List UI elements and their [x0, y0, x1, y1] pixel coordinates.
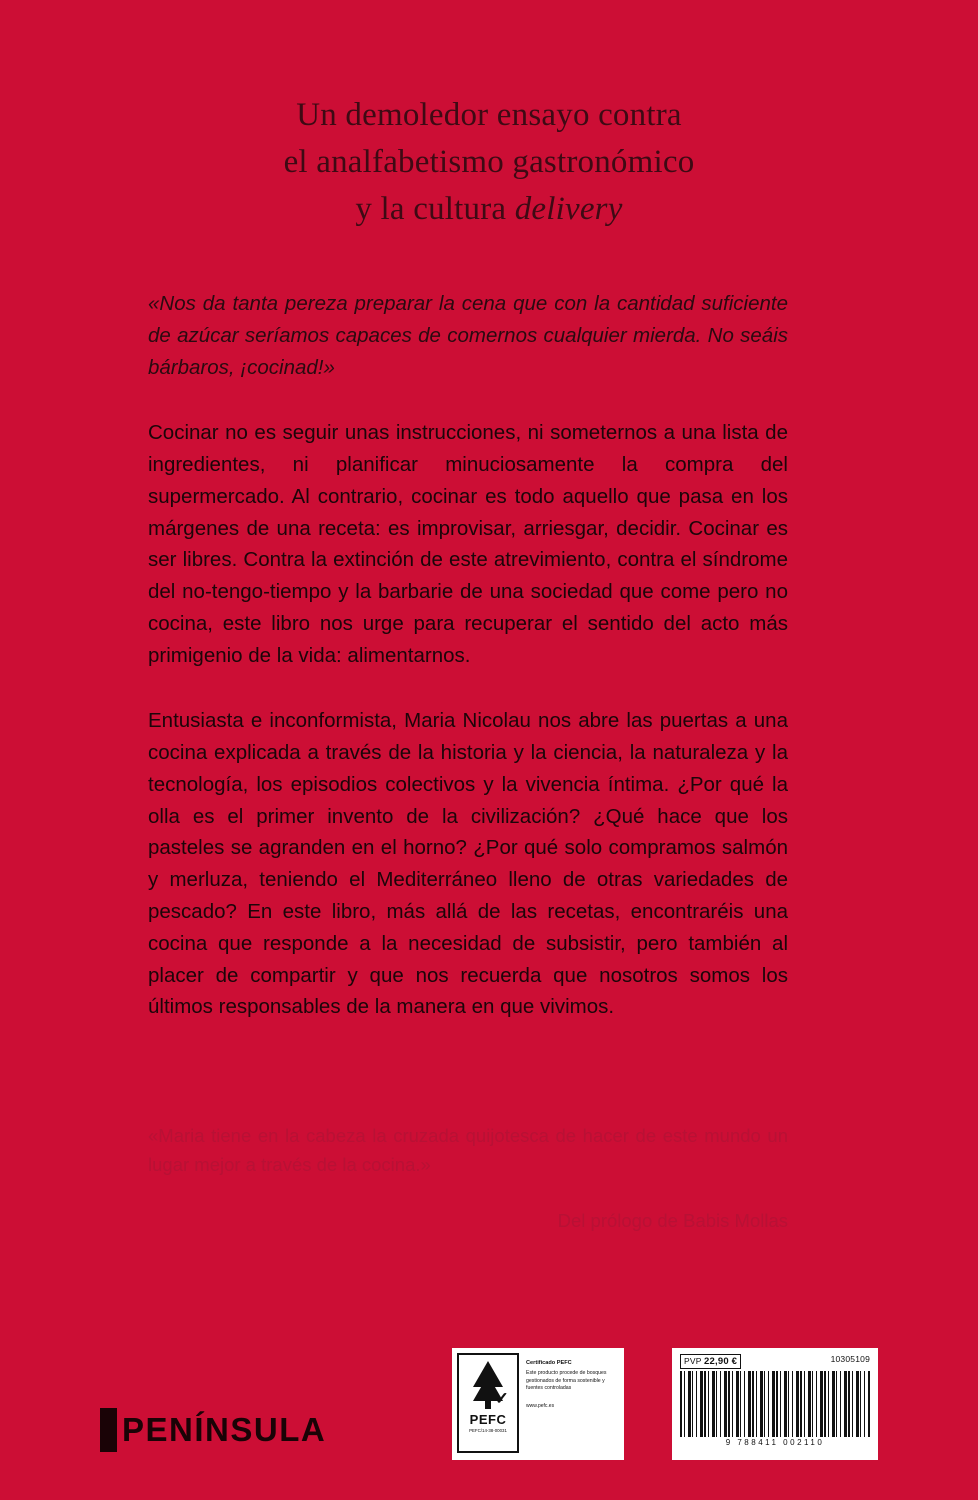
headline-emphasis: delivery — [514, 190, 623, 227]
pefc-title: Certificado PEFC — [526, 1360, 572, 1366]
barcode-bars-icon — [680, 1371, 870, 1437]
pefc-mark-sublabel: PEFC/14-38-00031 — [469, 1428, 507, 1433]
price-prefix: PVP — [684, 1356, 702, 1366]
pefc-body: Este producto procede de bosques gestionados de forma sostenible y fuentes controladas — [526, 1370, 607, 1392]
headline-line-3-text: y la cultura — [355, 190, 515, 227]
barcode-box — [672, 1348, 878, 1460]
publisher-name: PENÍNSULA — [122, 1411, 327, 1448]
cover-footer — [0, 1330, 978, 1500]
publisher-logo — [100, 1408, 326, 1452]
headline — [0, 92, 978, 233]
blurb-paragraph-2: Entusiasta e inconformista, Maria Nicolau nos abre las puertas a una cocina explicada a través de la historia y la ciencia, la naturaleza y la tecnología, los episodios colectivos y la vivencia íntima. ¿Por qué la olla es el primer invento de la civilización? ¿Qué hace que los pasteles se agranden en el horno? ¿Por qué solo compramos salmón y merluza, teniendo el Mediterráneo lleno de otras variedades de pescado? En este libro, más allá de las recetas, encontraréis una cocina que responde a la necesidad de subsistir, pero también al placer de compartir y que nos recuerda que nosotros somos los últimos responsables de la manera en que vivimos. — [148, 709, 788, 1019]
blurb-copy — [148, 288, 788, 1057]
prologue-attribution: Del prólogo de Babis Mollas — [557, 1210, 788, 1232]
publisher-bar-icon — [100, 1408, 117, 1452]
pefc-text-block — [519, 1353, 619, 1455]
pefc-certification-box — [452, 1348, 624, 1460]
price-value: 22,90 € — [704, 1356, 738, 1367]
pefc-mark-label: PEFC — [469, 1412, 507, 1427]
internal-code: 10305109 — [830, 1354, 870, 1364]
headline-line-1: Un demoledor ensayo contra — [296, 97, 682, 133]
tree-icon — [468, 1359, 508, 1411]
headline-line-2: el analfabetismo gastronómico — [283, 143, 695, 180]
prologue-quote: «Maria tiene en la cabeza la cruzada quijotesca de hacer de este mundo un lugar mejor a través de la cocina.» — [148, 1125, 788, 1175]
barcode-header — [680, 1354, 870, 1369]
barcode-digits: 9 788411 002110 — [725, 1438, 825, 1447]
pefc-url: www.pefc.es — [526, 1402, 555, 1409]
blurb-paragraph-1: Cocinar no es seguir unas instrucciones, ni someternos a una lista de ingredientes, ni planificar minuciosamente la compra del supermercado. Al contrario, cocinar es todo aquello que pasa en los márgenes de una receta: es improvisar, arriesgar, decidir. Cocinar es ser libres. Contra la extinción de este atrevimiento, contra el síndrome del no-tengo-tiempo y la barbarie de una sociedad que come pero no cocina, este libro nos urge para recuperar el sentido del acto más primigenio de la vida: alimentarnos. — [148, 421, 788, 667]
headline-line-3 — [0, 186, 978, 233]
pefc-logo-icon — [457, 1353, 519, 1453]
check-icon: ✓ — [494, 1389, 509, 1408]
prologue-quote-block — [148, 1122, 788, 1236]
price-label — [680, 1354, 741, 1369]
pull-quote: «Nos da tanta pereza preparar la cena que con la cantidad suficiente de azúcar seríamos capaces de comernos cualquier mierda. No seáis bárbaros, ¡cocinad!» — [148, 292, 788, 379]
